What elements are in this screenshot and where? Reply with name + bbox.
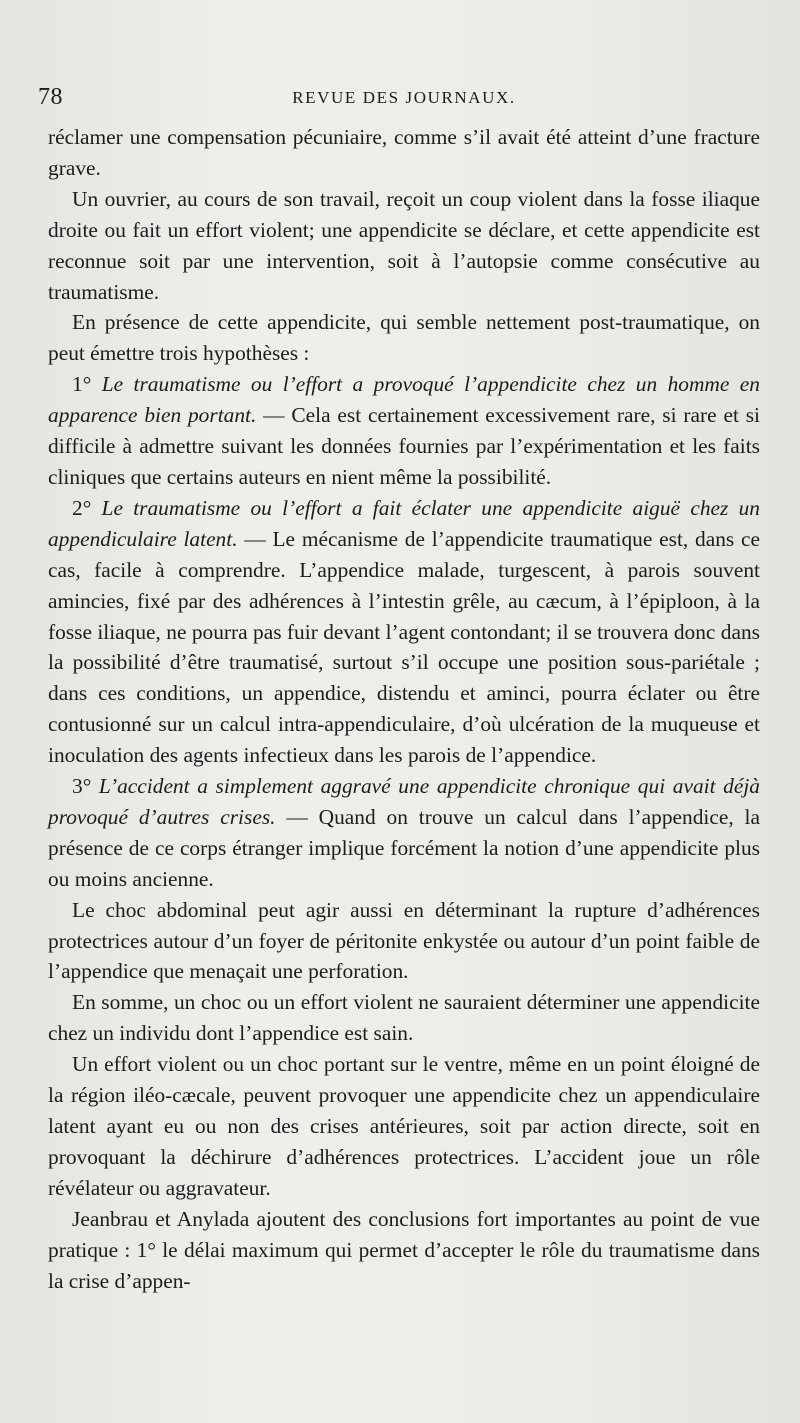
page-header <box>38 84 760 114</box>
italic-text: Le traumatisme ou l’effort a provoqué l’appendicite chez un homme en apparence bien portant. <box>48 372 760 428</box>
text-run: — Quand on trouve un calcul dans l’appendice, la présence de ce corps étranger implique forcément la notion d’une appendicite plus ou moins ancienne. <box>48 804 760 891</box>
italic-text: Le traumatisme ou l’effort a fait éclater une appendicite aiguë chez un appendiculaire latent. <box>48 495 761 551</box>
text-run: 2° <box>72 495 102 520</box>
article-body <box>48 122 760 1296</box>
paragraph-p8 <box>48 987 760 1049</box>
italic-text: L’accident a simplement aggravé une appendicite chronique qui avait déjà provoqué d’autres crises. <box>48 774 760 829</box>
paragraph-p1 <box>48 122 760 184</box>
text-run: Le choc abdominal peut agir aussi en déterminant la rupture d’adhérences protectrices autour d’un foyer de péritonite enkystée ou autour d’un point faible de l’appendice que menaçait une perforation. <box>48 897 760 984</box>
paragraph-p7 <box>48 895 760 988</box>
paragraph-p9 <box>48 1049 760 1204</box>
text-run: 3° <box>72 774 99 799</box>
paragraph-p10 <box>48 1204 760 1297</box>
text-run: 1° <box>72 372 102 397</box>
paragraph-p6 <box>48 771 760 895</box>
paragraph-p5 <box>48 493 760 771</box>
running-title: REVUE DES JOURNAUX. <box>292 88 516 107</box>
text-run: Un ouvrier, au cours de son travail, reçoit un coup violent dans la fosse iliaque droite ou fait un effort violent; une appendicite se déclare, et cette appendicite est reconnue soit par une intervention, soit à l’autopsie comme consécutive au traumatisme. <box>48 186 760 304</box>
paragraph-p2 <box>48 184 760 308</box>
text-run: — Le mécanisme de l’appendicite traumatique est, dans ce cas, facile à comprendre. L’appendice malade, turgescent, à parois souvent amincies, fixé par des adhérences à l’intestin grêle, au cæcum, à l’épiploon, à la fosse iliaque, ne pourra pas fuir devant l’agent contondant; il se trouvera donc dans la possibilité d’être traumatisé, surtout s’il occupe une position sous-pariétale ; dans ces conditions, un appendice, distendu et aminci, pourra éclater ou être contusionné sur un calcul intra-appendiculaire, d’où ulcération de la muqueuse et inoculation des agents infectieux dans les parois de l’appendice. <box>48 526 760 768</box>
text-run: — Cela est certainement excessivement rare, si rare et si difficile à admettre suivant les données fournies par l’expérimentation et les faits cliniques que certains auteurs en nient même la possibilité. <box>48 403 760 489</box>
page-number: 78 <box>38 84 63 110</box>
text-run: réclamer une compensation pécuniaire, comme s’il avait été atteint d’une fracture grave. <box>48 125 760 180</box>
text-run: Un effort violent ou un choc portant sur le ventre, même en un point éloigné de la région iléo-cæcale, peuvent provoquer une appendicite chez un appendiculaire latent ayant eu ou non des crises antérieures, soit par action directe, soit en provoquant la déchirure d’adhérences protectrices. L’accident joue un rôle révélateur ou aggravateur. <box>48 1052 760 1200</box>
text-run: En présence de cette appendicite, qui semble nettement post-traumatique, on peut émettre trois hypothèses : <box>48 310 760 366</box>
paragraph-p4 <box>48 369 760 493</box>
text-run: Jeanbrau et Anylada ajoutent des conclusions fort importantes au point de vue pratique : 1° le délai maximum qui permet d’accepter le rôle du traumatisme dans la crise d’appen- <box>48 1206 760 1293</box>
text-run: En somme, un choc ou un effort violent ne sauraient déterminer une appendicite chez un individu dont l’appendice est sain. <box>48 990 760 1046</box>
paragraph-p3 <box>48 307 760 369</box>
